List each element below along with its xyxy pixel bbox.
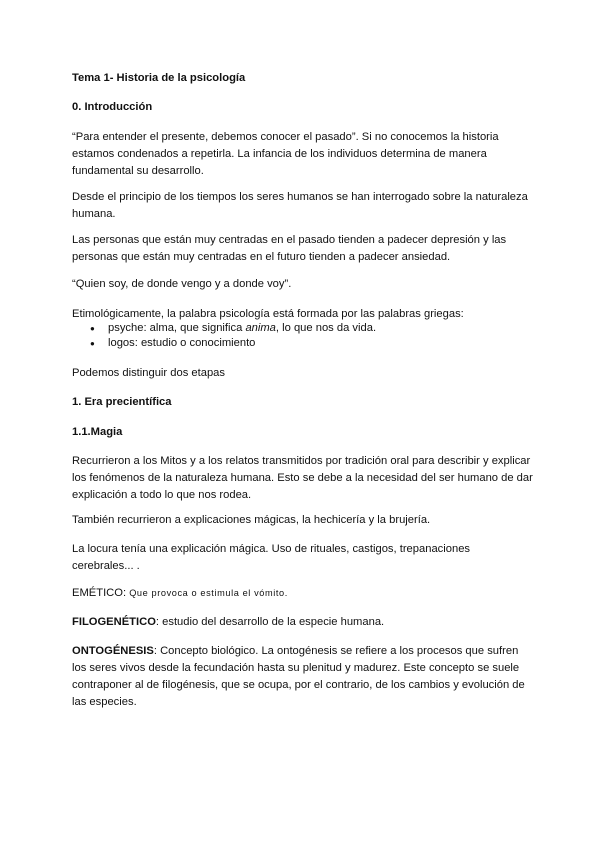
- section-heading-era-precientifica: 1. Era precientífica: [72, 396, 172, 408]
- section-heading-magia: 1.1.Magia: [72, 426, 123, 438]
- list-item: [72, 321, 534, 336]
- paragraph-two-stages: Podemos distinguir dos etapas: [72, 367, 225, 379]
- definition-term: ONTOGÉNESIS: [72, 645, 154, 657]
- definition-term: EMÉTICO:: [72, 587, 130, 599]
- definition-emetico: [72, 585, 534, 602]
- definition-text: : estudio del desarrollo de la especie humana.: [155, 616, 385, 628]
- definition-text: Que provoca o estimula el vómito.: [129, 588, 288, 598]
- section-heading-introduccion: 0. Introducción: [72, 101, 153, 113]
- paragraph-past-future: Las personas que están muy centradas en el pasado tienden a padecer depresión y las personas que están muy centradas en el futuro tienden a padecer ansiedad.: [72, 234, 507, 263]
- paragraph-magic-explanations: También recurrieron a explicaciones mágicas, la hechicería y la brujería.: [72, 514, 431, 526]
- paragraph-who-am-i: “Quien soy, de donde vengo y a donde voy”.: [72, 278, 292, 290]
- paragraph-beginning: Desde el principio de los tiempos los seres humanos se han interrogado sobre la naturaleza humana.: [72, 191, 528, 220]
- definition-term: FILOGENÉTICO: [72, 616, 156, 628]
- document-title: Tema 1- Historia de la psicología: [72, 72, 246, 84]
- definition-ontogenesis: [72, 643, 534, 711]
- list-item-prefix: psyche: alma, que significa: [108, 322, 246, 334]
- paragraph-etymology: Etimológicamente, la palabra psicología está formada por las palabras griegas:: [72, 308, 464, 320]
- list-item-suffix: , lo que nos da vida.: [275, 322, 377, 334]
- paragraph-myths: Recurrieron a los Mitos y a los relatos transmitidos por tradición oral para describir y explicar los fenómenos de la naturaleza humana. Esto se debe a la necesidad del ser humano de dar explicación a todo lo que nos rodea.: [72, 455, 533, 501]
- paragraph-madness: La locura tenía una explicación mágica. Uso de rituales, castigos, trepanaciones cerebrales... .: [72, 543, 471, 572]
- definition-text: : Concepto biológico. La ontogénesis se refiere a los procesos que sufren los seres vivos desde la fecundación hasta su plenitud y madurez. Este concepto se suele contraponer al de filogénesis, que se ocupa, por el contrario, de los cambios y evolución de las especies.: [72, 645, 525, 708]
- list-item: [72, 336, 534, 351]
- etymology-list: [72, 321, 534, 351]
- definition-filogenetico: [72, 614, 534, 631]
- paragraph-quote: “Para entender el presente, debemos conocer el pasado”. Si no conocemos la historia estamos condenados a repetirla. La infancia de los individuos determina de manera fundamental su desarrollo.: [72, 131, 499, 177]
- list-item-prefix: logos: estudio o conocimiento: [108, 337, 256, 349]
- list-item-italic: anima: [245, 322, 276, 334]
